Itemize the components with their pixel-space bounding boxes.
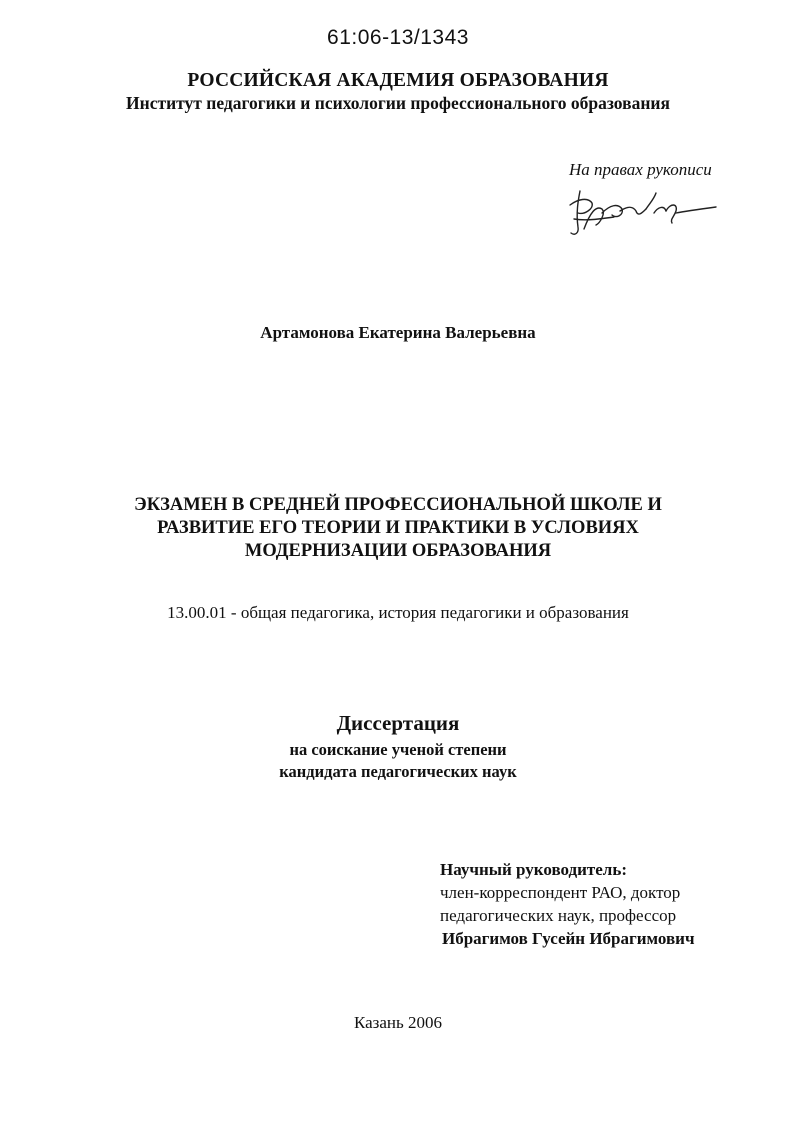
catalog-number: 61:06-13/1343	[327, 26, 469, 49]
supervisor-block	[440, 858, 695, 950]
supervisor-title-line: член-корреспондент РАО, доктор	[440, 883, 681, 902]
thesis-title-line: МОДЕРНИЗАЦИИ ОБРАЗОВАНИЯ	[244, 541, 552, 561]
specialty-code: 13.00.01 - общая педагогика, история педагогики и образования	[167, 603, 629, 622]
degree-description	[0, 739, 796, 783]
manuscript-rights-note: На правах рукописи	[569, 160, 712, 179]
degree-line: на соискание ученой степени	[289, 740, 507, 759]
academy-name: РОССИЙСКАЯ АКАДЕМИЯ ОБРАЗОВАНИЯ	[187, 70, 609, 91]
institute-name: Институт педагогики и психологии профессионального образования	[126, 93, 670, 113]
author-name: Артамонова Екатерина Валерьевна	[260, 323, 536, 342]
city-year: Казань 2006	[353, 1013, 443, 1032]
thesis-title-line: РАЗВИТИЕ ЕГО ТЕОРИИ И ПРАКТИКИ В УСЛОВИЯХ	[157, 518, 639, 538]
degree-line: кандидата педагогических наук	[279, 762, 517, 781]
supervisor-name: Ибрагимов Гусейн Ибрагимович	[442, 929, 695, 948]
document-type: Диссертация	[336, 711, 460, 735]
supervisor-title-line: педагогических наук, профессор	[440, 906, 677, 925]
handwritten-signature	[566, 183, 726, 239]
thesis-title	[0, 494, 796, 563]
supervisor-label: Научный руководитель:	[440, 860, 627, 879]
thesis-title-line: ЭКЗАМЕН В СРЕДНЕЙ ПРОФЕССИОНАЛЬНОЙ ШКОЛЕ И	[134, 495, 662, 515]
